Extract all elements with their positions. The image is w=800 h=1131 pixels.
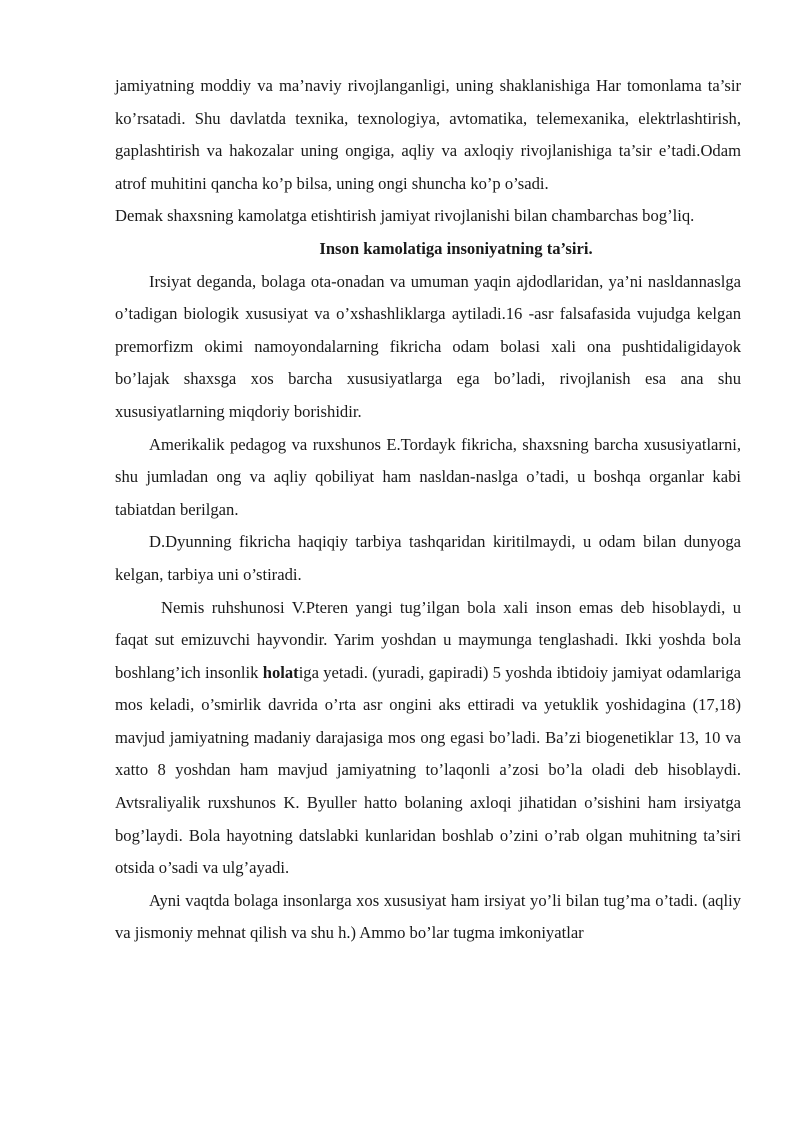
paragraph-5: D.Dyunning fikricha haqiqiy tarbiya tashqaridan kiritilmaydi, u odam bilan dunyoga kelgan, tarbiya uni o’stiradi. xyxy=(115,532,741,584)
paragraph-6-text-start: Nemis ruhshunosi V.Pteren yangi tug’ilgan bola xali inson emas deb hisoblaydi, u faqat sut emizuvchi hayvondir. Yarim yoshdan u maymunga tenglashadi. Ikki yoshda bola boshlang’ich insonlik xyxy=(115,597,741,682)
paragraph-7: Ayni vaqtda bolaga insonlarga xos xususiyat ham irsiyat yo’li bilan tug’ma o’tadi. (aqliy va jismoniy mehnat qilish va shu h.) Ammo bo’lar tugma imkoniyatlar xyxy=(115,890,741,943)
document-page xyxy=(115,70,741,950)
paragraph-2: Demak shaxsning kamolatga etishtirish jamiyat rivojlanishi bilan chambarchas bog’liq. xyxy=(115,206,695,226)
paragraph-6-text-end: iga yetadi. (yuradi, gapiradi) 5 yoshda ibtidoiy jamiyat odamlariga mos keladi, o’smirlik davrida o’rta asr ongini aks ettiradi va yetuklik yoshidagina (17,18) mavjud jamiyatning madaniy darajasiga mos ong egasi bo’ladi. Ba’zi biogenetiklar 13, 10 va xatto 8 yoshdan ham mavjud jamiyatning to’laqonli a’zosi bo’la oladi deb hisoblaydi. Avtsraliyalik ruxshunos K. Byuller hatto bolaning axloqi jihatidan o’sishini ham irsiyatga bog’laydi. Bola hayotning datslabki kunlaridan boshlab o’zini o’rab olgan muhitning ta’siri otsida o’sadi va ulg’ayadi. xyxy=(115,662,742,878)
paragraph-1: jamiyatning moddiy va ma’naviy rivojlanganligi, uning shaklanishiga Har tomonlama ta’sir ko’rsatadi. Shu davlatda texnika, texnologiya, avtomatika, telemexanika, elektrlashtirish, gaplashtirish va hakozalar uning ongiga, aqliy va axloqiy rivojlanishiga ta’sir e’tadi.Odam atrof muhitini qancha ko’p bilsa, uning ongi shuncha ko’p o’sadi. xyxy=(115,76,741,193)
paragraph-3: Irsiyat deganda, bolaga ota-onadan va umuman yaqin ajdodlaridan, ya’ni nasldannaslga o’tadigan biologik xususiyat va o’xshashliklarga aytiladi.16 -asr falsafasida vujudga kelgan premorfizm okimi namoyondalarning fikricha odam bolasi xali ona pushtidaligidayok bo’lajak shaxsga xos barcha xususiyatlarga ega bo’ladi, rivojlanish esa ana shu xususiyatlarning miqdoriy borishidir. xyxy=(115,271,741,421)
section-heading: Inson kamolatiga insoniyatning ta’siri. xyxy=(319,238,593,258)
paragraph-6-bold-word: holat xyxy=(262,662,299,682)
paragraph-4: Amerikalik pedagog va ruxshunos E.Tordayk fikricha, shaxsning barcha xususiyatlarni, shu jumladan ong va aqliy qobiliyat ham nasldan-naslga o’tadi, u boshqa organlar kabi tabiatdan berilgan. xyxy=(115,434,741,519)
paragraph-6 xyxy=(115,592,741,885)
